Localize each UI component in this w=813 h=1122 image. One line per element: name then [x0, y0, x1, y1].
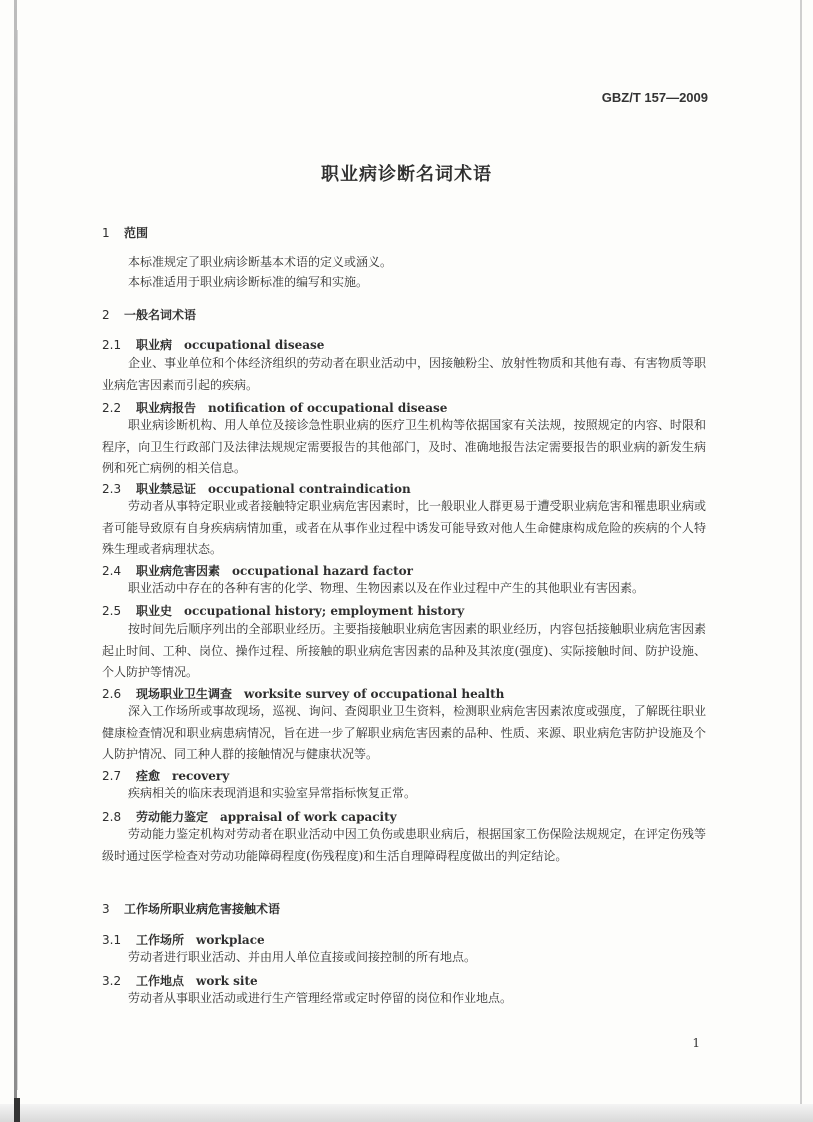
standard-code: GBZ/T 157—2009 [601, 90, 708, 105]
section-number: 2 [102, 308, 110, 322]
term-heading [102, 808, 397, 825]
page-number: 1 [692, 1036, 700, 1050]
section-heading-2 [102, 306, 196, 323]
term-number: 2.3 [102, 482, 122, 496]
term-definition: 深入工作场所或事故现场，巡视、询问、查阅职业卫生资料，检测职业病危害因素浓度或强度，了解既往职业健康检查情况和职业病患病情况，旨在进一步了解职业病危害因素的品种、性质、来源、职业病危害防护设施及个人防护情况、同工种人群的接触情况与健康状况等。 [102, 704, 706, 761]
section-number: 3 [102, 902, 110, 916]
term-definition: 职业活动中存在的各种有害的化学、物理、生物因素以及在作业过程中产生的其他职业有害因素。 [128, 581, 645, 595]
section-title: 一般名词术语 [124, 308, 197, 322]
term-chinese: 痊愈 [136, 769, 161, 783]
term-english: appraisal of work capacity [220, 810, 397, 824]
scope-paragraph: 本标准适用于职业病诊断标准的编写和实施。 [128, 275, 369, 289]
term-english: occupational hazard factor [232, 564, 413, 578]
term-chinese: 现场职业卫生调查 [136, 687, 233, 701]
term-definition: 按时间先后顺序列出的全部职业经历。主要指接触职业病危害因素的职业经历，内容包括接触职业病危害因素起止时间、工种、岗位、操作过程、所接触的职业病危害因素的品种及其浓度(强度)、实际接触时间、防护设施、个人防护等情况。 [102, 622, 706, 679]
term-definition: 企业、事业单位和个体经济组织的劳动者在职业活动中，因接触粉尘、放射性物质和其他有毒、有害物质等职业病危害因素而引起的疾病。 [102, 356, 706, 392]
term-heading [102, 602, 464, 619]
term-chinese: 职业病 [136, 338, 173, 352]
term-definition: 劳动者从事职业活动或进行生产管理经常或定时停留的岗位和作业地点。 [128, 991, 513, 1005]
section-number: 1 [102, 226, 110, 240]
section-title: 工作场所职业病危害接触术语 [124, 902, 281, 916]
term-number: 3.2 [102, 974, 122, 988]
term-heading [102, 931, 265, 948]
term-number: 2.7 [102, 769, 122, 783]
term-heading [102, 767, 229, 784]
term-number: 2.8 [102, 810, 122, 824]
document-title: 职业病诊断名词术语 [321, 164, 492, 185]
term-number: 2.2 [102, 401, 122, 415]
term-chinese: 工作地点 [136, 974, 185, 988]
scan-edge-bottom [0, 1104, 813, 1122]
term-number: 2.6 [102, 687, 122, 701]
term-english: worksite survey of occupational health [244, 687, 505, 701]
term-heading [102, 336, 324, 353]
section-heading-3 [102, 900, 280, 917]
term-definition: 劳动能力鉴定机构对劳动者在职业活动中因工负伤或患职业病后，根据国家工伤保险法规规定，在评定伤残等级时通过医学检查对劳动功能障碍程度(伤残程度)和生活自理障碍程度做出的判定结论。 [102, 827, 706, 863]
term-english: work site [196, 974, 258, 988]
term-chinese: 工作场所 [136, 933, 185, 947]
term-heading [102, 399, 447, 416]
term-heading [102, 685, 504, 702]
term-definition: 职业病诊断机构、用人单位及接诊急性职业病的医疗卫生机构等依据国家有关法规，按照规定的内容、时限和程序，向卫生行政部门及法律法规规定需要报告的其他部门，及时、准确地报告法定需要报告的职业病的新发生病例和死亡病例的相关信息。 [102, 418, 706, 475]
term-number: 2.4 [102, 564, 122, 578]
term-english: occupational history; employment history [184, 604, 465, 618]
term-heading [102, 480, 411, 497]
term-number: 2.1 [102, 338, 122, 352]
term-english: occupational disease [184, 338, 325, 352]
term-definition: 劳动者从事特定职业或者接触特定职业病危害因素时，比一般职业人群更易于遭受职业病危害和罹患职业病或者可能导致原有自身疾病病情加重，或者在从事作业过程中诱发可能导致对他人生命健康构成危险的疾病的个人特殊生理或者病理状态。 [102, 499, 706, 556]
term-heading [102, 562, 413, 579]
section-title: 范围 [124, 226, 149, 240]
term-heading [102, 972, 258, 989]
term-chinese: 职业病危害因素 [136, 564, 221, 578]
term-number: 3.1 [102, 933, 122, 947]
term-chinese: 职业史 [136, 604, 173, 618]
scan-edge-shadow [17, 30, 18, 1090]
term-chinese: 劳动能力鉴定 [136, 810, 209, 824]
term-english: recovery [172, 769, 230, 783]
scope-paragraph: 本标准规定了职业病诊断基本术语的定义或涵义。 [128, 255, 393, 269]
scan-mark [14, 1098, 20, 1122]
term-chinese: 职业禁忌证 [136, 482, 197, 496]
term-english: notification of occupational disease [208, 401, 448, 415]
term-english: workplace [196, 933, 265, 947]
term-number: 2.5 [102, 604, 122, 618]
section-heading-1 [102, 224, 148, 241]
term-definition: 疾病相关的临床表现消退和实验室异常指标恢复正常。 [128, 786, 417, 800]
term-definition: 劳动者进行职业活动、并由用人单位直接或间接控制的所有地点。 [128, 950, 477, 964]
term-english: occupational contraindication [208, 482, 411, 496]
term-chinese: 职业病报告 [136, 401, 197, 415]
